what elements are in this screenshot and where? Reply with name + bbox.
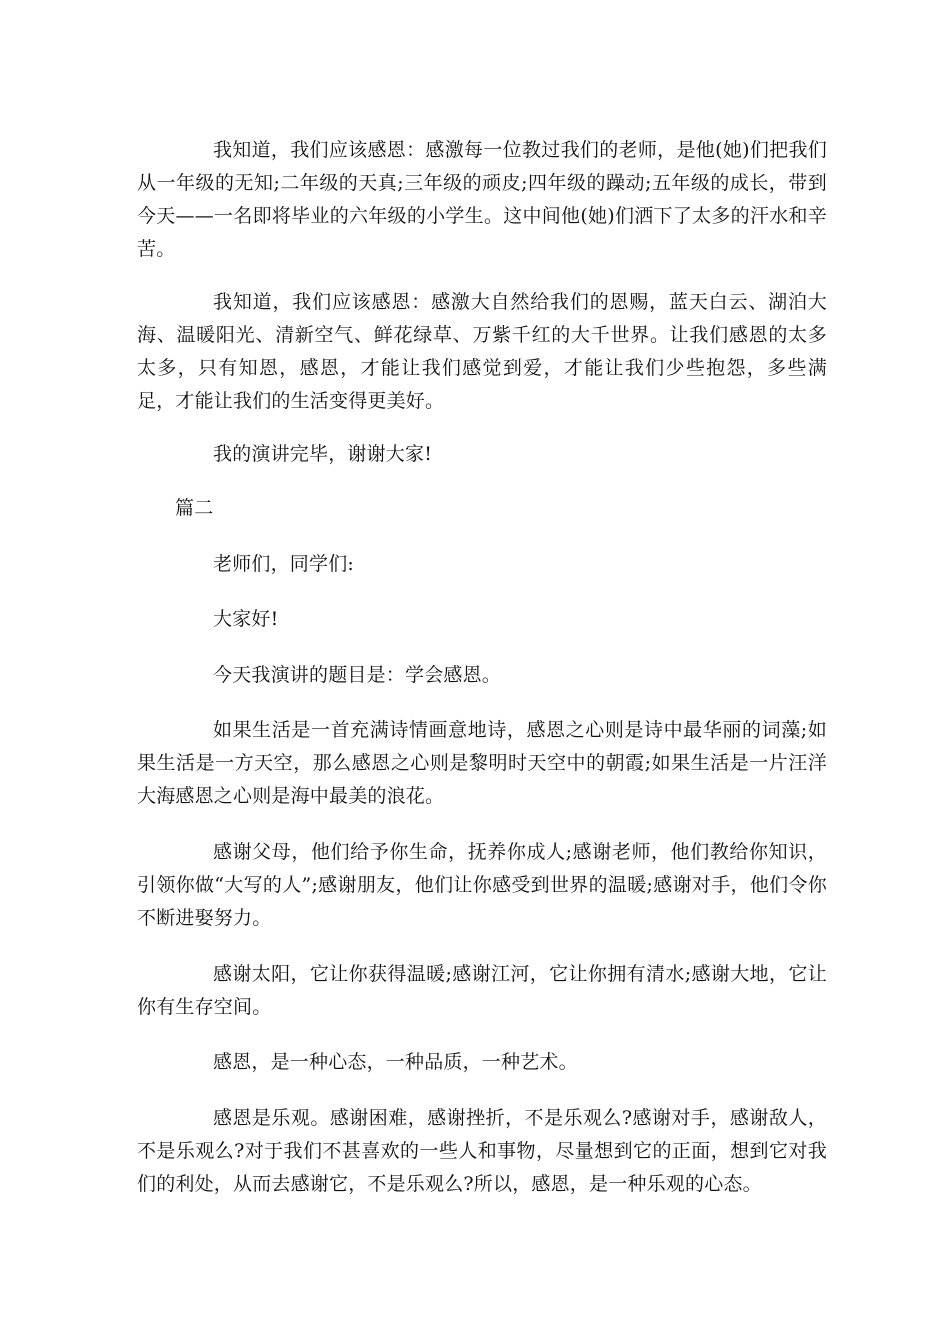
- paragraph-speech-end: 我的演讲完毕，谢谢大家!: [213, 443, 433, 465]
- paragraph-thank-sun: 感谢太阳，它让你获得温暖;感谢江河，它让你拥有清水;感谢大地，它让你有生存空间。: [137, 963, 827, 1018]
- paragraph-gratitude-optimism: 感恩是乐观。感谢困难，感谢挫折，不是乐观么?感谢对手，感谢敌人，不是乐观么?对于我们不甚喜欢的一些人和事物，尽量想到它的正面，想到它对我们的利处，从而去感谢它，不是乐观么?所以，感恩，是一种乐观的心态。: [137, 1107, 827, 1195]
- section-heading: 篇二: [175, 497, 214, 519]
- paragraph-thank-people: 感谢父母，他们给予你生命，抚养你成人;感谢老师，他们教给你知识，引领你做“大写的人”;感谢朋友，他们让你感受到世界的温暖;感谢对手，他们令你不断进娶努力。: [137, 841, 827, 929]
- paragraph-thank-nature: 我知道，我们应该感恩：感激大自然给我们的恩赐，蓝天白云、湖泊大海、温暖阳光、清新空气、鲜花绿草、万紫千红的大千世界。让我们感恩的太多太多，只有知恩，感恩，才能让我们感觉到爱，才能让我们少些抱怨，多些满足，才能让我们的生活变得更美好。: [137, 291, 827, 412]
- paragraph-topic: 今天我演讲的题目是：学会感恩。: [213, 664, 502, 686]
- paragraph-thank-teachers: 我知道，我们应该感恩：感激每一位教过我们的老师，是他(她)们把我们从一年级的无知;二年级的天真;三年级的顽皮;四年级的躁动;五年级的成长，带到今天——一名即将毕业的六年级的小学生。这中间他(她)们洒下了太多的汗水和辛苦。: [137, 139, 827, 260]
- paragraph-greeting-hello: 大家好!: [213, 608, 279, 630]
- paragraph-gratitude-definition: 感恩，是一种心态，一种品质，一种艺术。: [213, 1051, 578, 1073]
- paragraph-life-poem: 如果生活是一首充满诗情画意地诗，感恩之心则是诗中最华丽的词藻;如果生活是一方天空，那么感恩之心则是黎明时天空中的朝霞;如果生活是一片汪洋大海感恩之心则是海中最美的浪花。: [137, 719, 827, 807]
- paragraph-greeting-teachers: 老师们，同学们:: [213, 553, 355, 575]
